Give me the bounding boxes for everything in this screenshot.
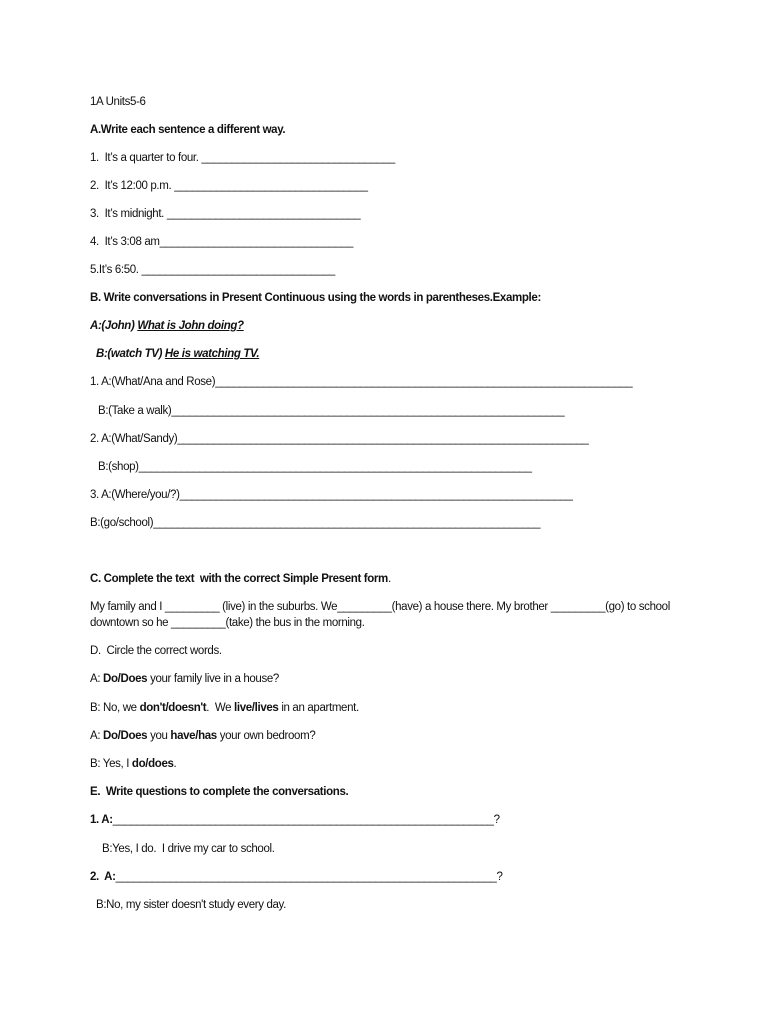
section-d-q4 xyxy=(90,757,176,771)
q4-options: do/does xyxy=(131,758,174,770)
section-e-title: E. Write questions to complete the conversations. xyxy=(90,786,349,798)
section-a-item-5: 5.It’s 6:50. ________________________________ xyxy=(90,264,335,276)
section-a-item-3: 3. It’s midnight. ________________________________ xyxy=(90,208,361,220)
section-b-line-3: 2. A:(What/Sandy)____________________________________________________________________ xyxy=(90,433,589,445)
section-c-title-end: . xyxy=(387,573,391,585)
section-c-title-text: C. Complete the text with the correct Simple Present form xyxy=(90,573,388,585)
q3-mid: you xyxy=(147,730,171,742)
section-e-q1 xyxy=(90,813,500,827)
example-b-answer: He is watching TV. xyxy=(164,348,260,360)
section-b-line-4: B:(shop)_________________________________________________________________ xyxy=(98,461,532,473)
q1-rest: your family live in a house? xyxy=(147,673,279,685)
section-a-item-2: 2. It’s 12:00 p.m. ________________________________ xyxy=(90,180,368,192)
section-b-line-2: B:(Take a walk)_________________________________________________________________ xyxy=(98,405,565,417)
section-b-line-1: 1. A:(What/Ana and Rose)_____________________________________________________________________ xyxy=(90,376,633,388)
example-a-prefix: A:(John) xyxy=(90,320,138,332)
section-d-q2 xyxy=(90,701,359,715)
e-q2-blank: _______________________________________________________________? xyxy=(115,871,503,883)
q3-options-2: have/has xyxy=(170,730,217,742)
section-d-q3 xyxy=(90,729,315,743)
e-q1-blank: _______________________________________________________________? xyxy=(112,814,500,826)
q2-prefix: B: No, we xyxy=(90,702,140,714)
section-b-line-5: 3. A:(Where/you/?)_________________________________________________________________ xyxy=(90,489,573,501)
section-d-title: D. Circle the correct words. xyxy=(90,645,222,657)
q2-mid: . We xyxy=(206,702,235,714)
q1-options: Do/Does xyxy=(103,673,148,685)
example-a-line xyxy=(90,319,244,333)
e-q2-label: 2. A: xyxy=(90,871,116,883)
section-b-title: B. Write conversations in Present Continuous using the words in parentheses.Example: xyxy=(90,292,541,304)
section-e-q2 xyxy=(90,870,503,884)
q3-options: Do/Does xyxy=(103,730,148,742)
example-b-prefix: B:(watch TV) xyxy=(96,348,165,360)
example-a-answer: What is John doing? xyxy=(137,320,244,332)
q1-prefix: A: xyxy=(90,673,104,685)
section-c-paragraph: My family and I _________ (live) in the suburbs. We_________(have) a house there. My brother _________(go) to school downtown so he _________(take) the bus in the morning. xyxy=(90,601,670,629)
q2-rest: in an apartment. xyxy=(278,702,359,714)
e-q1-label: 1. A: xyxy=(90,814,113,826)
section-d-q1 xyxy=(90,672,279,686)
q3-prefix: A: xyxy=(90,730,104,742)
section-e-a1: B:Yes, I do. I drive my car to school. xyxy=(102,843,275,855)
q2-options: don't/doesn't xyxy=(139,702,207,714)
section-e-a2: B:No, my sister doesn't study every day. xyxy=(96,899,286,911)
section-b-line-6: B:(go/school)________________________________________________________________ xyxy=(90,517,541,529)
section-a-item-1: 1. It’s a quarter to four. ________________________________ xyxy=(90,152,395,164)
example-b-line xyxy=(96,347,259,361)
section-a-item-4: 4. It’s 3:08 am________________________________ xyxy=(90,236,354,248)
worksheet-header: 1A Units5-6 xyxy=(90,96,146,108)
q2-options-2: live/lives xyxy=(234,702,279,714)
section-a-title: A.Write each sentence a different way. xyxy=(90,124,286,136)
q4-prefix: B: Yes, I xyxy=(90,758,132,770)
section-c-title xyxy=(90,572,391,586)
q4-rest: . xyxy=(173,758,177,770)
q3-rest: your own bedroom? xyxy=(216,730,316,742)
